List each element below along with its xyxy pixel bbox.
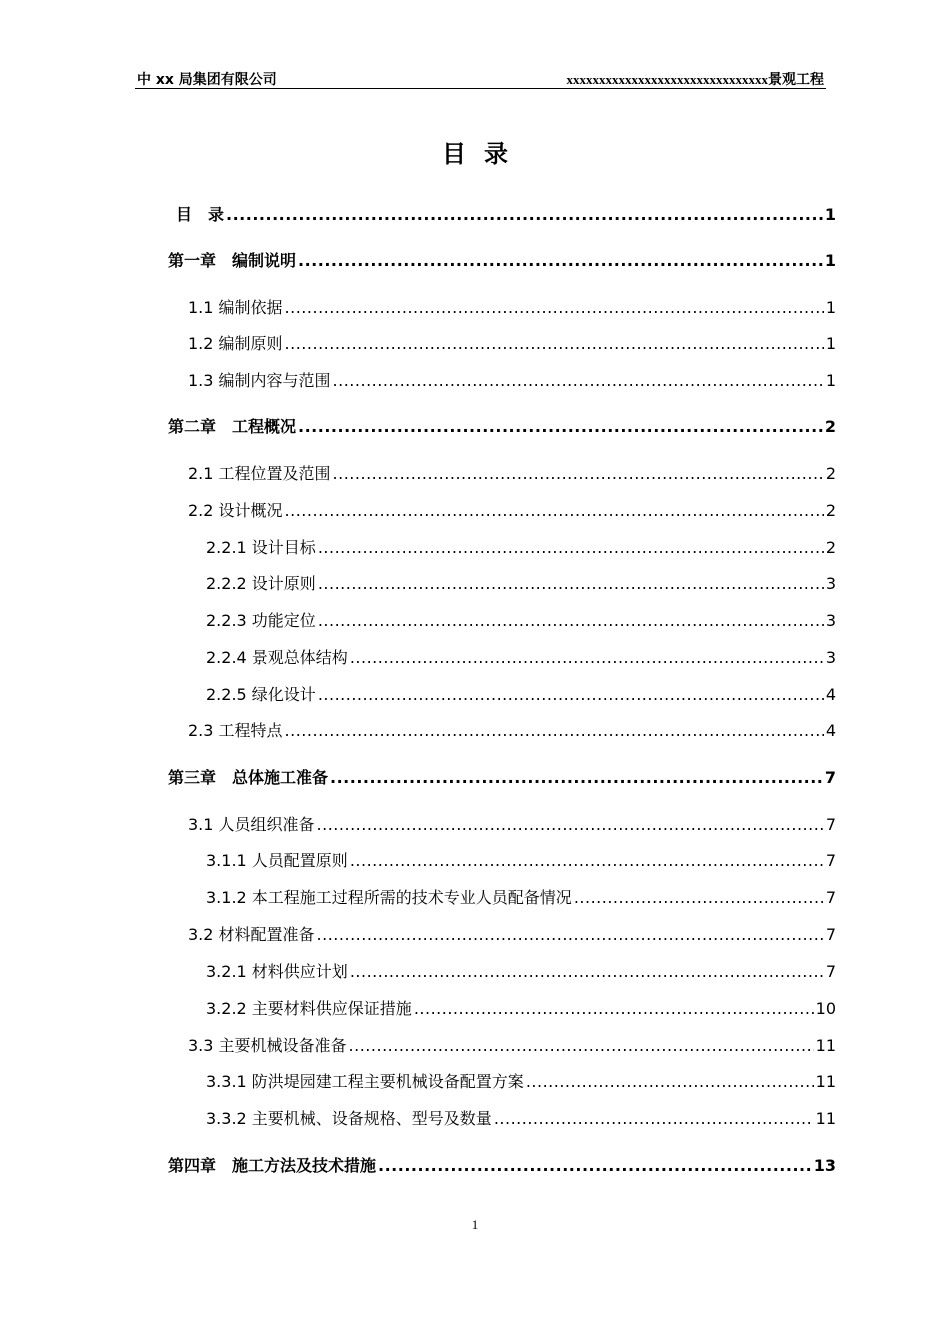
- toc-leader: [526, 1072, 814, 1091]
- toc-leader: [574, 888, 824, 907]
- toc-leader: [298, 417, 823, 436]
- toc-label: 2.1 工程位置及范围: [188, 464, 331, 483]
- toc-label: 3.3.2 主要机械、设备规格、型号及数量: [206, 1109, 492, 1128]
- toc-entry[interactable]: [206, 682, 836, 705]
- header-project: [567, 69, 825, 89]
- toc-entry[interactable]: [188, 1033, 836, 1056]
- toc-page: 7: [825, 815, 836, 834]
- toc-page: 7: [824, 768, 836, 787]
- toc-page: 4: [825, 721, 836, 740]
- toc-page: 7: [825, 851, 836, 870]
- toc-leader: [318, 538, 824, 557]
- toc-entry[interactable]: [206, 848, 836, 871]
- toc-entry[interactable]: [168, 248, 836, 271]
- toc-page: 3: [825, 574, 836, 593]
- toc-leader: [285, 334, 824, 353]
- toc-leader: [414, 999, 814, 1018]
- page-header: [135, 68, 826, 89]
- toc-leader: [318, 574, 824, 593]
- toc-leader: [285, 298, 824, 317]
- toc-label: 1.1 编制依据: [188, 298, 283, 317]
- toc-label: 第三章 总体施工准备: [168, 768, 329, 787]
- toc-label: 目 录: [176, 205, 225, 224]
- toc-leader: [350, 648, 824, 667]
- toc-label: 3.2 材料配置准备: [188, 925, 315, 944]
- toc-entry[interactable]: [206, 996, 836, 1019]
- page-title: 目录: [442, 140, 526, 168]
- toc-label: 3.1.1 人员配置原则: [206, 851, 348, 870]
- toc-leader: [333, 371, 824, 390]
- toc-label: 3.1.2 本工程施工过程所需的技术专业人员配备情况: [206, 888, 572, 907]
- toc-entry[interactable]: [206, 1106, 836, 1129]
- toc-page: 3: [825, 648, 836, 667]
- toc-leader: [318, 611, 824, 630]
- toc-label: 1.2 编制原则: [188, 334, 283, 353]
- toc-leader: [317, 925, 824, 944]
- toc-label: 3.3 主要机械设备准备: [188, 1036, 347, 1055]
- toc-page: 13: [813, 1156, 836, 1175]
- toc-page: 1: [824, 205, 836, 224]
- toc-label: 3.3.1 防洪堤园建工程主要机械设备配置方案: [206, 1072, 524, 1091]
- toc-label: 2.2.5 绿化设计: [206, 685, 316, 704]
- toc-page: 3: [825, 611, 836, 630]
- toc-page: 2: [825, 538, 836, 557]
- toc-entry[interactable]: [168, 1153, 836, 1176]
- toc-leader: [378, 1156, 812, 1175]
- toc-label: 第一章 编制说明: [168, 251, 297, 270]
- toc-entry[interactable]: [188, 922, 836, 945]
- toc-leader: [285, 501, 824, 520]
- header-project-code: xxxxxxxxxxxxxxxxxxxxxxxxxxxxxxx: [566, 72, 768, 87]
- toc-page: 1: [824, 251, 836, 270]
- toc-leader: [330, 768, 823, 787]
- toc-leader: [350, 851, 824, 870]
- toc-page: 11: [815, 1036, 836, 1055]
- toc-entry[interactable]: [188, 812, 836, 835]
- toc-label: 2.2 设计概况: [188, 501, 283, 520]
- toc-label: 1.3 编制内容与范围: [188, 371, 331, 390]
- toc-page: 1: [825, 334, 836, 353]
- toc-entry[interactable]: [188, 368, 836, 391]
- toc-label: 3.2.1 材料供应计划: [206, 962, 348, 981]
- toc-entry[interactable]: [206, 608, 836, 631]
- toc-leader: [298, 251, 823, 270]
- toc-entry[interactable]: [206, 645, 836, 668]
- header-project-suffix: 景观工程: [768, 72, 824, 88]
- toc-page: 11: [815, 1109, 836, 1128]
- toc-label: 第四章 施工方法及技术措施: [168, 1156, 377, 1175]
- toc-entry[interactable]: [188, 718, 836, 741]
- toc-entry[interactable]: [176, 202, 836, 225]
- toc-page: 7: [825, 925, 836, 944]
- toc-page: 4: [825, 685, 836, 704]
- toc-label: 2.3 工程特点: [188, 721, 283, 740]
- toc-page: 7: [825, 962, 836, 981]
- toc-entry[interactable]: [206, 1069, 836, 1092]
- toc-label: 2.2.3 功能定位: [206, 611, 316, 630]
- toc-leader: [318, 685, 824, 704]
- toc-page: 11: [815, 1072, 836, 1091]
- toc-page: 1: [825, 298, 836, 317]
- toc-page: 1: [825, 371, 836, 390]
- toc-label: 3.2.2 主要材料供应保证措施: [206, 999, 412, 1018]
- toc-leader: [285, 721, 824, 740]
- toc-entry[interactable]: [188, 295, 836, 318]
- toc-leader: [317, 815, 824, 834]
- toc-label: 2.2.4 景观总体结构: [206, 648, 348, 667]
- toc-page: 2: [824, 417, 836, 436]
- toc-entry[interactable]: [168, 414, 836, 437]
- toc-entry[interactable]: [206, 535, 836, 558]
- toc-entry[interactable]: [206, 885, 836, 908]
- toc-leader: [333, 464, 824, 483]
- toc-label: 3.1 人员组织准备: [188, 815, 315, 834]
- toc-page: 7: [825, 888, 836, 907]
- toc-page: 2: [825, 464, 836, 483]
- toc-entry[interactable]: [188, 461, 836, 484]
- toc-label: 2.2.2 设计原则: [206, 574, 316, 593]
- toc-page: 10: [815, 999, 836, 1018]
- toc-label: 第二章 工程概况: [168, 417, 297, 436]
- toc-entry[interactable]: [206, 959, 836, 982]
- toc-page: 2: [825, 501, 836, 520]
- toc-label: 2.2.1 设计目标: [206, 538, 316, 557]
- page-number: 1: [471, 1217, 479, 1232]
- toc-leader: [349, 1036, 814, 1055]
- toc-leader: [226, 205, 823, 224]
- header-company: 中 xx 局集团有限公司: [137, 72, 277, 88]
- toc-leader: [350, 962, 824, 981]
- toc-entry[interactable]: [168, 765, 836, 788]
- toc-entry[interactable]: [188, 331, 836, 354]
- toc-leader: [494, 1109, 814, 1128]
- toc-entry[interactable]: [188, 498, 836, 521]
- toc-entry[interactable]: [206, 571, 836, 594]
